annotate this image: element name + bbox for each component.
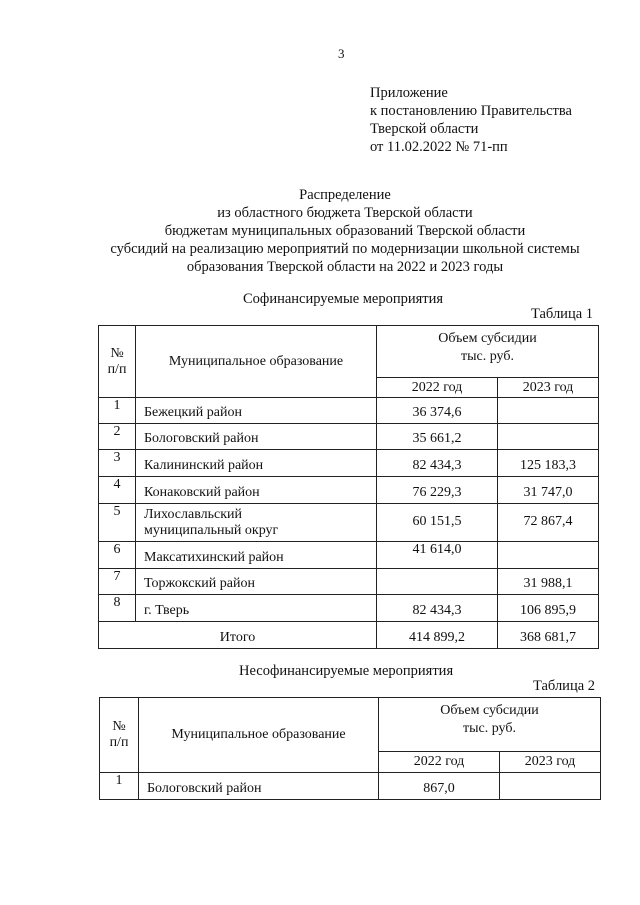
table1-row-5-name (136, 504, 377, 542)
table1-row-8-name: г. Тверь (136, 595, 377, 622)
table1-row-2-num: 2 (99, 424, 136, 450)
table1-row-4-2022: 76 229,3 (377, 477, 498, 504)
table1-row-1-2023 (498, 398, 599, 424)
table1-row-1-2022: 36 374,6 (377, 398, 498, 424)
table-row (99, 450, 599, 477)
table1-row-1-name: Бежецкий район (136, 398, 377, 424)
table1-row-6-2022: 41 614,0 (377, 542, 498, 569)
table-row (99, 424, 599, 450)
table1-row-2-name: Бологовский район (136, 424, 377, 450)
document-title (40, 186, 640, 276)
table2-header-num (100, 698, 139, 773)
table1-row-8-num: 8 (99, 595, 136, 622)
table1-row-6-name: Максатихинский район (136, 542, 377, 569)
table1-header-subsidy (377, 326, 599, 378)
table1-row-3-2023: 125 183,3 (498, 450, 599, 477)
table1-row-3-name: Калининский район (136, 450, 377, 477)
table2-header-subsidy-line1: Объем субсидии (440, 703, 539, 718)
page-number: 3 (338, 46, 345, 61)
table1-row-4-2023: 31 747,0 (498, 477, 599, 504)
table1-row-2-2022: 35 661,2 (377, 424, 498, 450)
table1-row-7-num: 7 (99, 569, 136, 595)
table1-row-4-name: Конаковский район (136, 477, 377, 504)
table2-row-1-num: 1 (100, 773, 139, 800)
title-line-3: бюджетам муниципальных образований Тверской области (164, 223, 526, 239)
table1-row-4-num: 4 (99, 477, 136, 504)
appendix-block (370, 84, 572, 156)
table2-header-year-2022: 2022 год (379, 752, 500, 773)
appendix-line-3: Тверской области (370, 121, 479, 137)
table1-row-7-2023: 31 988,1 (498, 569, 599, 595)
appendix-line-2: к постановлению Правительства (370, 103, 572, 119)
table1-header-year-2023: 2023 год (498, 378, 599, 398)
table2-header-subsidy (379, 698, 601, 752)
table-row (99, 504, 599, 542)
table2-header-num-line1: № (112, 719, 126, 734)
table2-header-num-line2: п/п (109, 735, 129, 750)
title-line-5: образования Тверской области на 2022 и 2023 годы (186, 259, 504, 275)
table1-row-6-2023 (498, 542, 599, 569)
table1-total-2023: 368 681,7 (498, 622, 599, 649)
table1-header-num (99, 326, 136, 398)
table1-total-2022: 414 899,2 (377, 622, 498, 649)
table1-row-6-num: 6 (99, 542, 136, 569)
appendix-line-1: Приложение (370, 85, 448, 101)
table1-row-2-2023 (498, 424, 599, 450)
table2-header-year-2023: 2023 год (500, 752, 601, 773)
table2-label: Таблица 2 (533, 678, 596, 694)
table1-header-name: Муниципальное образование (136, 326, 377, 398)
table1 (98, 325, 599, 649)
table1-total-row (99, 622, 599, 649)
table1-header-subsidy-line2: тыс. руб. (461, 349, 514, 364)
table1-row-5-num: 5 (99, 504, 136, 542)
title-line-1: Распределение (299, 187, 391, 203)
table2-row-1-2023 (500, 773, 601, 800)
table2-header-subsidy-line2: тыс. руб. (463, 721, 516, 736)
table2-section-title: Несофинансируемые мероприятия (239, 663, 454, 679)
table-row (99, 477, 599, 504)
table-row (100, 773, 601, 800)
table1-total-label: Итого (99, 622, 377, 649)
table1-row-3-2022: 82 434,3 (377, 450, 498, 477)
table1-row-1-num: 1 (99, 398, 136, 424)
table-row (99, 398, 599, 424)
appendix-line-4: от 11.02.2022 № 71-пп (370, 139, 508, 155)
table-row (99, 542, 599, 569)
table1-header-subsidy-line1: Объем субсидии (438, 331, 537, 346)
table1-label: Таблица 1 (531, 306, 594, 322)
table1-header-num-line2: п/п (107, 361, 127, 377)
title-line-4: субсидий на реализацию мероприятий по модернизации школьной системы (110, 241, 580, 257)
table2-row-1-name: Бологовский район (139, 773, 379, 800)
table-row (99, 569, 599, 595)
table-row (99, 595, 599, 622)
table2 (99, 697, 601, 800)
table1-row-5-name-line2: муниципальный округ (144, 523, 279, 538)
table1-header-year-2022: 2022 год (377, 378, 498, 398)
table2-header-name: Муниципальное образование (139, 698, 379, 773)
table2-row-1-2022: 867,0 (379, 773, 500, 800)
table1-header-num-line1: № (110, 345, 124, 361)
table1-row-8-2022: 82 434,3 (377, 595, 498, 622)
table1-row-5-name-line1: Лихославльский (144, 507, 243, 522)
table1-row-5-2022: 60 151,5 (377, 504, 498, 542)
table1-row-3-num: 3 (99, 450, 136, 477)
table1-row-8-2023: 106 895,9 (498, 595, 599, 622)
table1-section-title: Софинансируемые мероприятия (243, 291, 444, 307)
table1-row-7-name: Торжокский район (136, 569, 377, 595)
table1-row-5-2023: 72 867,4 (498, 504, 599, 542)
title-line-2: из областного бюджета Тверской области (217, 205, 473, 221)
table1-row-7-2022 (377, 569, 498, 595)
